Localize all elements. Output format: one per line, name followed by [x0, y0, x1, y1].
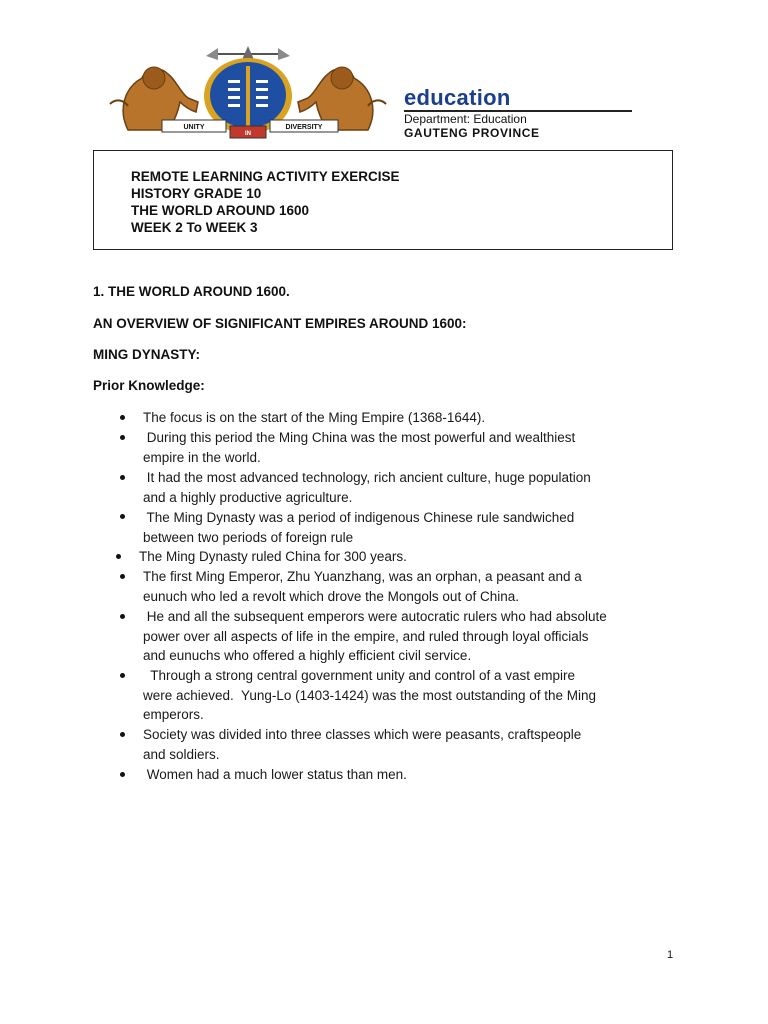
bullet-dot — [120, 673, 125, 678]
bullet-dot — [120, 435, 125, 440]
list-item-line: The Ming Dynasty ruled China for 300 years. — [139, 549, 407, 564]
page-header — [98, 40, 658, 140]
list-item-line: power over all aspects of life in the empire, and ruled through loyal officials — [143, 628, 589, 644]
overview-heading: AN OVERVIEW OF SIGNIFICANT EMPIRES AROUND 1600: — [93, 316, 467, 331]
list-item-line: Society was divided into three classes which were peasants, craftspeople — [143, 727, 582, 742]
list-item-line: Women had a much lower status than men. — [143, 767, 407, 782]
list-item-line: empire in the world. — [143, 449, 261, 465]
list-item — [143, 468, 683, 507]
list-item-line: The Ming Dynasty was a period of indigenous Chinese rule sandwiched — [143, 510, 575, 525]
bullet-dot — [120, 574, 125, 579]
list-item — [143, 765, 683, 785]
list-item-line: and eunuchs who offered a highly efficient civil service. — [143, 648, 472, 664]
motto-diversity: DIVERSITY — [285, 124, 323, 131]
title-line-4: WEEK 2 To WEEK 3 — [131, 220, 258, 235]
bullet-dot — [116, 554, 121, 559]
list-item — [143, 567, 683, 606]
list-item-line: emperors. — [143, 707, 204, 723]
list-item-line: were achieved. Yung-Lo (1403-1424) was the most outstanding of the Ming — [143, 687, 597, 703]
bullet-dot — [120, 732, 125, 737]
gauteng-coat-of-arms-logo — [98, 40, 398, 140]
section-heading: 1. THE WORLD AROUND 1600. — [93, 284, 290, 299]
bullet-dot — [120, 475, 125, 480]
list-item-line: During this period the Ming China was the most powerful and wealthiest — [143, 430, 576, 445]
dynasty-heading: MING DYNASTY: — [93, 347, 200, 362]
list-item-line: The focus is on the start of the Ming Empire (1368-1644). — [143, 410, 486, 425]
page-number: 1 — [667, 949, 674, 961]
title-line-3: THE WORLD AROUND 1600 — [131, 203, 310, 218]
motto-unity: UNITY — [183, 124, 205, 131]
list-item — [143, 428, 683, 467]
bullet-dot — [120, 514, 125, 519]
bullet-dot — [120, 415, 125, 420]
list-item-line: The first Ming Emperor, Zhu Yuanzhang, was an orphan, a peasant and a — [143, 569, 582, 584]
list-item — [143, 666, 683, 725]
title-line-1: REMOTE LEARNING ACTIVITY EXERCISE — [131, 169, 400, 184]
brand-block — [404, 85, 632, 140]
motto-in: IN — [245, 131, 251, 137]
bullet-dot — [120, 772, 125, 777]
brand-department: Department: Education — [404, 112, 527, 126]
list-item-line: and a highly productive agriculture. — [143, 489, 353, 505]
list-item — [143, 725, 683, 764]
list-item — [143, 408, 683, 428]
list-item-line: He and all the subsequent emperors were autocratic rulers who had absolute — [143, 609, 607, 624]
list-item — [143, 607, 683, 666]
title-box — [93, 150, 673, 250]
list-item-line: and soldiers. — [143, 746, 220, 762]
list-item — [139, 547, 679, 567]
list-item — [143, 508, 683, 547]
title-line-2: HISTORY GRADE 10 — [131, 186, 262, 201]
list-item-line: It had the most advanced technology, rich ancient culture, huge population — [143, 470, 591, 485]
list-item-line: Through a strong central government unity and control of a vast empire — [143, 668, 575, 683]
list-item-line: eunuch who led a revolt which drove the Mongols out of China. — [143, 588, 519, 604]
brand-province: GAUTENG PROVINCE — [404, 126, 540, 140]
brand-word: education — [404, 85, 511, 110]
list-item-line: between two periods of foreign rule — [143, 529, 354, 545]
bullet-dot — [120, 614, 125, 619]
prior-knowledge-heading: Prior Knowledge: — [93, 378, 205, 393]
